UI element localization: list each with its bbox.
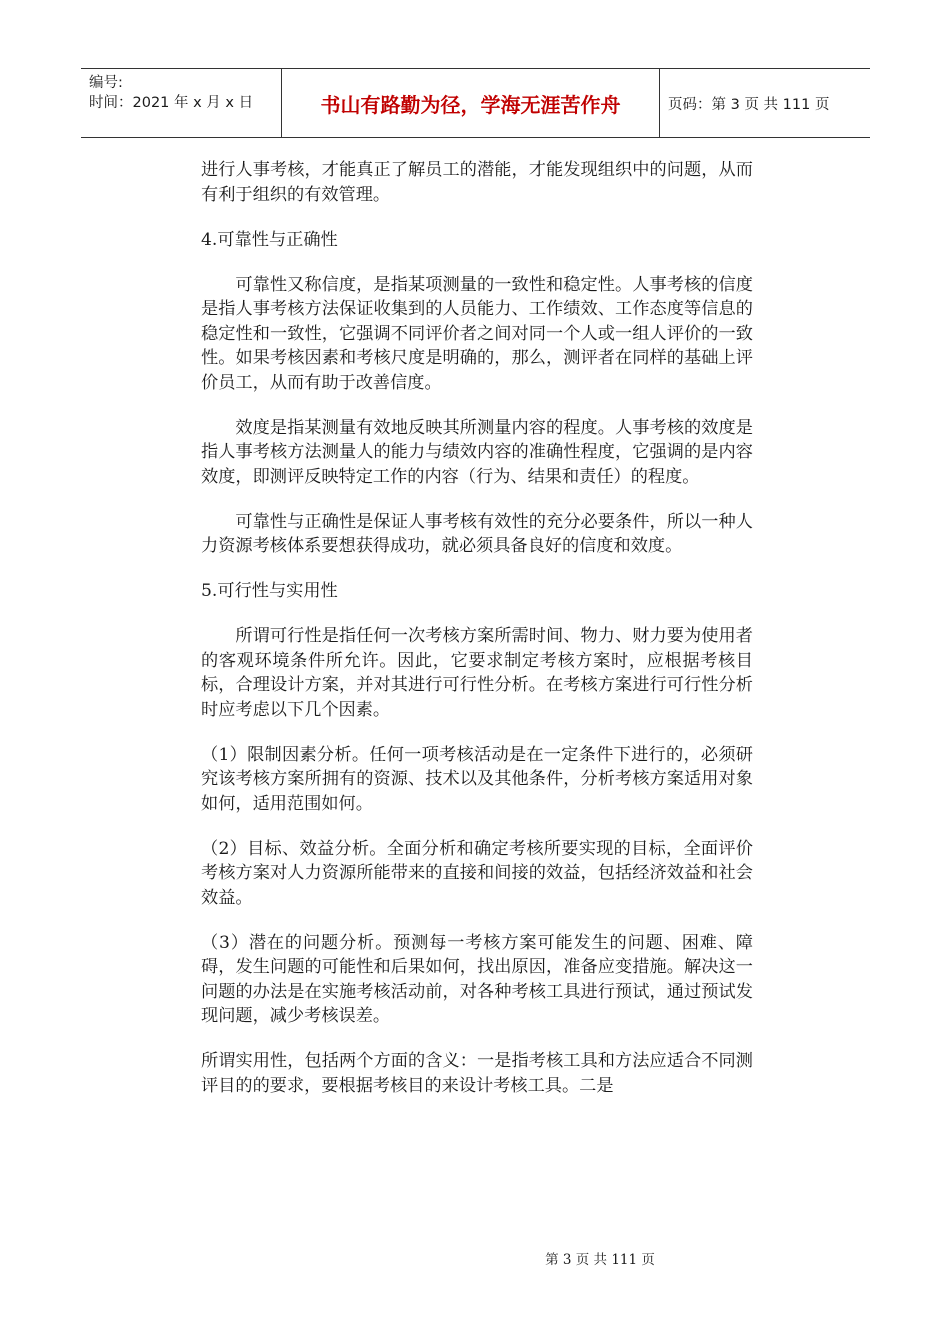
paragraph: 所谓可行性是指任何一次考核方案所需时间、物力、财力要为使用者的客观环境条件所允许。因此，它要求制定考核方案时，应根据考核目标，合理设计方案，并对其进行可行性分析。在考核方案进行可行性分析时应考虑以下几个因素。 (201, 626, 753, 720)
section-heading: 4.可靠性与正确性 (201, 229, 338, 250)
header-motto: 书山有路勤为径，学海无涯苦作舟 (282, 69, 660, 137)
document-number-label: 编号: (89, 75, 123, 91)
paragraph: 效度是指某测量有效地反映其所测量内容的程度。人事考核的效度是指人事考核方法测量人的能力与绩效内容的准确性程度，它强调的是内容效度，即测评反映特定工作的内容（行为、结果和责任）的程度。 (201, 417, 753, 487)
list-item: （1）限制因素分析。任何一项考核活动是在一定条件下进行的，必须研究该考核方案所拥有的资源、技术以及其他条件，分析考核方案适用对象如何，适用范围如何。 (201, 744, 753, 814)
document-date: 时间：2021 年 x 月 x 日 (89, 95, 254, 111)
list-item: （2）目标、效益分析。全面分析和确定考核所要实现的目标，全面评价考核方案对人力资源所能带来的直接和间接的效益，包括经济效益和社会效益。 (201, 838, 753, 908)
list-item: （3）潜在的问题分析。预测每一考核方案可能发生的问题、困难、障碍，发生问题的可能性和后果如何，找出原因，准备应变措施。解决这一问题的办法是在实施考核活动前，对各种考核工具进行预试，通过预试发现问题，减少考核误差。 (201, 932, 753, 1026)
header-page-info: 页码：第 3 页 共 111 页 (668, 96, 830, 113)
header-meta (81, 69, 282, 137)
page-footer: 第 3 页 共 111 页 (545, 1252, 655, 1268)
page-header (81, 68, 870, 138)
paragraph: 所谓实用性，包括两个方面的含义：一是指考核工具和方法应适合不同测评目的的要求，要根据考核目的来设计考核工具。二是 (201, 1051, 753, 1096)
paragraph: 可靠性又称信度，是指某项测量的一致性和稳定性。人事考核的信度是指人事考核方法保证收集到的人员能力、工作绩效、工作态度等信息的稳定性和一致性，它强调不同评价者之间对同一个人或一组人评价的一致性。如果考核因素和考核尺度是明确的，那么，测评者在同样的基础上评价员工，从而有助于改善信度。 (201, 274, 753, 393)
section-heading: 5.可行性与实用性 (201, 581, 338, 601)
document-body (201, 158, 753, 1119)
paragraph: 进行人事考核，才能真正了解员工的潜能，才能发现组织中的问题，从而有利于组织的有效管理。 (201, 160, 753, 205)
paragraph: 可靠性与正确性是保证人事考核有效性的充分必要条件，所以一种人力资源考核体系要想获得成功，就必须具备良好的信度和效度。 (201, 511, 753, 556)
